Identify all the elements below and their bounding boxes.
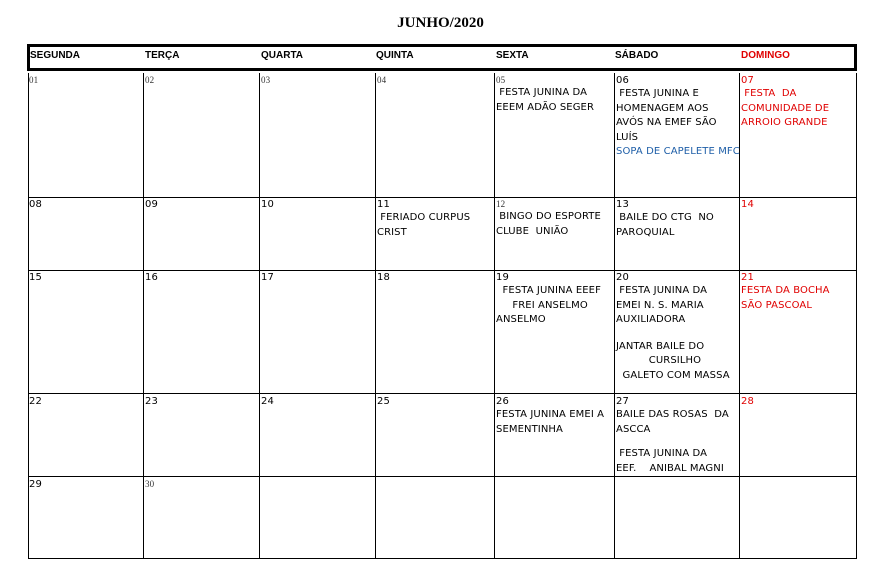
grid-line xyxy=(856,73,857,559)
day-cell-19[interactable] xyxy=(496,272,601,328)
event-line: FESTA DA BOCHA xyxy=(741,285,830,296)
grid-line xyxy=(28,476,857,477)
day-cell-15[interactable] xyxy=(29,272,42,284)
day-cell-18[interactable] xyxy=(377,272,390,284)
day-cell-20[interactable] xyxy=(616,272,730,383)
day-cell-12[interactable] xyxy=(496,199,601,239)
event-line: COMUNIDADE DE xyxy=(741,102,830,114)
day-number: 27 xyxy=(616,396,629,407)
event-line: CRIST xyxy=(377,226,407,238)
day-cell-02[interactable] xyxy=(145,75,154,86)
day-cell-11[interactable] xyxy=(377,199,470,240)
day-number: 12 xyxy=(496,199,506,209)
event-line: FESTA JUNINA DA xyxy=(616,285,708,296)
event-line: SÃO PASCOAL xyxy=(741,299,813,311)
day-number: 29 xyxy=(29,479,42,490)
event-line: GALETO COM MASSA xyxy=(616,369,730,381)
grid-line xyxy=(494,73,495,559)
day-cell-04[interactable] xyxy=(377,75,386,86)
day-cell-16[interactable] xyxy=(145,272,158,284)
event-line: ANSELMO xyxy=(496,314,546,325)
event-line: FESTA JUNINA EMEI A xyxy=(496,409,605,420)
day-number: 30 xyxy=(145,479,155,489)
day-number: 25 xyxy=(377,396,390,407)
day-number: 05 xyxy=(496,75,506,85)
event-line-blue: SOPA DE CAPELETE MFC xyxy=(616,146,740,157)
event-line: ASCCA xyxy=(616,423,651,435)
day-number: 18 xyxy=(377,272,390,283)
day-number: 21 xyxy=(741,272,754,283)
day-cell-05[interactable] xyxy=(496,75,594,115)
event-line: FERIADO CURPUS xyxy=(377,212,471,223)
event-line: SEMENTINHA xyxy=(496,423,563,435)
event-line: LUÍS xyxy=(616,131,639,143)
weekday-saturday: SÁBADO xyxy=(615,50,659,61)
event-line: EMEI N. S. MARIA xyxy=(616,299,704,311)
day-number: 13 xyxy=(616,199,629,210)
day-cell-13[interactable] xyxy=(616,199,714,240)
weekday-friday: SEXTA xyxy=(496,50,529,61)
day-cell-28[interactable] xyxy=(741,396,754,408)
event-line: CURSILHO xyxy=(616,355,702,366)
day-number: 10 xyxy=(261,199,274,210)
event-line: FESTA JUNINA DA xyxy=(616,448,708,459)
event-line: AVÓS NA EMEF SÃO xyxy=(616,117,717,128)
day-number: 02 xyxy=(145,75,155,85)
day-cell-26[interactable] xyxy=(496,396,604,437)
weekday-monday: SEGUNDA xyxy=(30,50,81,61)
event-line: EEEM ADÃO SEGER xyxy=(496,101,595,113)
day-cell-07[interactable] xyxy=(741,75,829,131)
day-number: 14 xyxy=(741,199,754,210)
day-number: 19 xyxy=(496,272,509,283)
day-cell-10[interactable] xyxy=(261,199,274,211)
event-line: FESTA DA xyxy=(741,88,797,99)
day-cell-01[interactable] xyxy=(29,75,38,86)
day-cell-22[interactable] xyxy=(29,396,42,408)
day-number: 17 xyxy=(261,272,274,283)
event-line: FESTA JUNINA EEEF xyxy=(496,285,601,296)
day-number: 22 xyxy=(29,396,42,407)
day-number: 09 xyxy=(145,199,158,210)
event-line: FREI ANSELMO xyxy=(496,299,588,311)
day-number: 16 xyxy=(145,272,158,283)
grid-line xyxy=(143,73,144,559)
day-number: 07 xyxy=(741,75,754,86)
event-line: BINGO DO ESPORTE xyxy=(496,211,601,222)
weekday-wednesday: QUARTA xyxy=(261,50,304,61)
day-number: 15 xyxy=(29,272,42,283)
day-cell-09[interactable] xyxy=(145,199,158,211)
day-cell-06[interactable] xyxy=(616,75,740,160)
day-cell-30[interactable] xyxy=(145,479,154,490)
event-line: FESTA JUNINA DA xyxy=(496,87,588,98)
day-cell-23[interactable] xyxy=(145,396,158,408)
event-line: CLUBE UNIÃO xyxy=(496,225,569,237)
event-line: BAILE DAS ROSAS DA xyxy=(616,409,729,420)
day-cell-21[interactable] xyxy=(741,272,830,313)
day-cell-27[interactable] xyxy=(616,396,729,476)
grid-line xyxy=(614,73,615,559)
day-number: 20 xyxy=(616,272,629,283)
day-cell-29[interactable] xyxy=(29,479,42,491)
day-number: 04 xyxy=(377,75,387,85)
day-cell-08[interactable] xyxy=(29,199,42,211)
day-cell-17[interactable] xyxy=(261,272,274,284)
event-line: FESTA JUNINA E xyxy=(616,88,699,99)
grid-line xyxy=(28,393,857,394)
event-line: BAILE DO CTG NO xyxy=(616,212,714,223)
weekday-tuesday: TERÇA xyxy=(145,50,180,61)
day-cell-24[interactable] xyxy=(261,396,274,408)
day-number: 28 xyxy=(741,396,754,407)
day-number: 11 xyxy=(377,199,390,210)
day-cell-14[interactable] xyxy=(741,199,754,211)
grid-line xyxy=(28,197,857,198)
event-line: AUXILIADORA xyxy=(616,314,686,325)
event-line: PAROQUIAL xyxy=(616,226,675,238)
day-number: 03 xyxy=(261,75,271,85)
day-number: 01 xyxy=(29,75,39,85)
day-cell-03[interactable] xyxy=(261,75,270,86)
day-number: 06 xyxy=(616,75,629,86)
day-number: 23 xyxy=(145,396,158,407)
day-number: 08 xyxy=(29,199,42,210)
event-line: JANTAR BAILE DO xyxy=(616,340,705,352)
grid-line xyxy=(28,270,857,271)
calendar-title: JUNHO/2020 xyxy=(397,15,484,31)
grid-line xyxy=(375,73,376,559)
grid-line xyxy=(259,73,260,559)
event-line: ARROIO GRANDE xyxy=(741,117,828,128)
day-number: 26 xyxy=(496,396,509,407)
day-cell-25[interactable] xyxy=(377,396,390,408)
event-line: EEF. ANIBAL MAGNI xyxy=(616,462,724,474)
weekday-sunday: DOMINGO xyxy=(741,50,790,61)
weekday-thursday: QUINTA xyxy=(376,50,414,61)
event-line: HOMENAGEM AOS xyxy=(616,102,709,114)
grid-line xyxy=(28,558,857,559)
day-number: 24 xyxy=(261,396,274,407)
